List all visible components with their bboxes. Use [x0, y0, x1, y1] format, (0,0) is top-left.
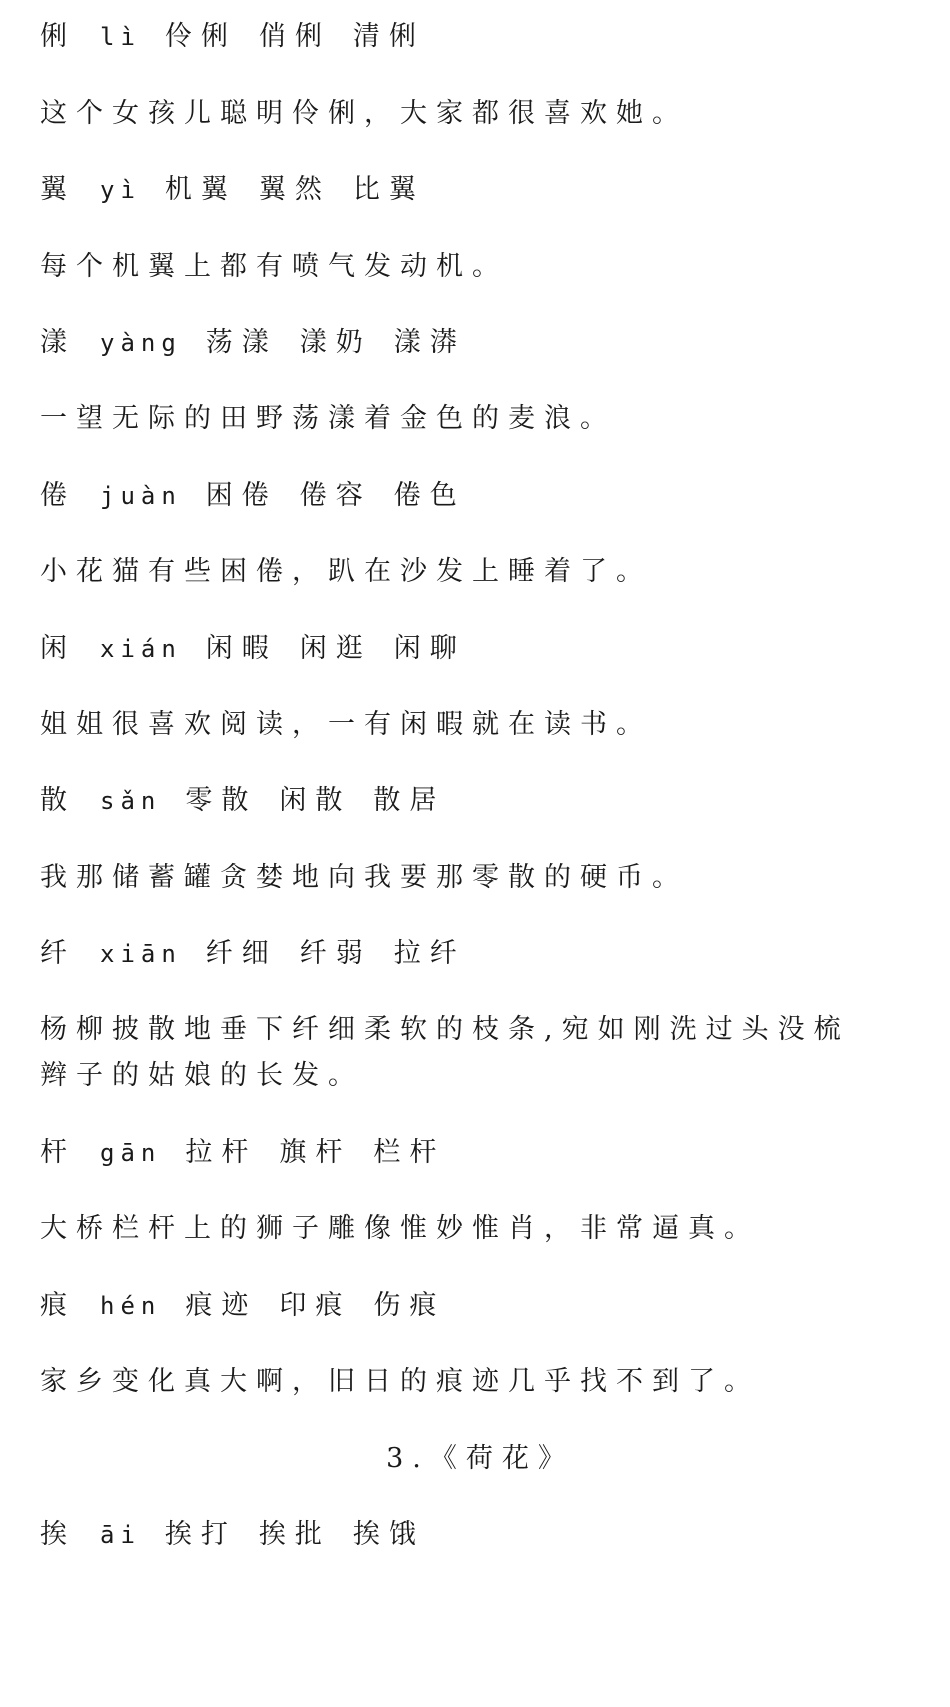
vocab-word: 伶俐 [164, 21, 237, 52]
vocab-word: 痕迹 [185, 1290, 258, 1321]
vocab-word: 伤痕 [373, 1290, 446, 1321]
vocab-word: 倦容 [299, 480, 372, 511]
vocab-pinyin: yàng [100, 329, 182, 357]
vocab-word: 闲暇 [205, 633, 278, 664]
vocab-entry [40, 1512, 447, 1558]
vocab-pinyin: xiān [100, 940, 182, 968]
vocab-pinyin: xián [100, 635, 182, 663]
example-sentence: 家乡变化真大啊，旧日的痕迹几乎找不到了。 [40, 1366, 760, 1397]
vocab-word: 挨批 [258, 1519, 331, 1550]
vocab-word: 散居 [373, 785, 446, 816]
vocab-pinyin: hén [100, 1292, 162, 1320]
vocab-word: 闲逛 [299, 633, 372, 664]
vocab-word: 旗杆 [279, 1137, 352, 1168]
vocab-char: 翼 [40, 174, 76, 205]
vocab-entry [40, 626, 488, 672]
example-sentence: 我那储蓄罐贪婪地向我要那零散的硬币。 [40, 862, 688, 893]
section-heading: 3.《荷花》 [386, 1443, 574, 1474]
vocab-entry [40, 14, 447, 60]
vocab-entry [40, 1130, 467, 1176]
vocab-pinyin: lì [100, 23, 141, 51]
example-sentence: 每个机翼上都有喷气发动机。 [40, 251, 508, 282]
vocab-char: 漾 [40, 327, 76, 358]
vocab-word: 翼然 [258, 174, 331, 205]
vocab-char: 俐 [40, 21, 76, 52]
vocab-char: 纤 [40, 938, 76, 969]
vocab-word: 拉杆 [185, 1137, 258, 1168]
vocab-pinyin: gān [100, 1139, 162, 1167]
vocab-word: 倦色 [393, 480, 466, 511]
vocab-word: 漾奶 [299, 327, 372, 358]
example-sentence: 姐姐很喜欢阅读，一有闲暇就在读书。 [40, 709, 652, 740]
vocab-word: 挨打 [164, 1519, 237, 1550]
vocab-char: 散 [40, 785, 76, 816]
vocab-word: 困倦 [205, 480, 278, 511]
vocab-word: 栏杆 [373, 1137, 446, 1168]
vocab-entry [40, 778, 467, 824]
vocab-word: 比翼 [352, 174, 425, 205]
vocab-word: 荡漾 [205, 327, 278, 358]
vocab-word: 纤弱 [299, 938, 372, 969]
vocab-pinyin: yì [100, 176, 141, 204]
vocab-word: 漾漭 [393, 327, 466, 358]
vocab-pinyin: sǎn [100, 787, 162, 815]
vocab-char: 挨 [40, 1519, 76, 1550]
vocab-word: 闲聊 [393, 633, 466, 664]
example-sentence: 大桥栏杆上的狮子雕像惟妙惟肖，非常逼真。 [40, 1213, 760, 1244]
vocab-char: 闲 [40, 633, 76, 664]
vocab-entry [40, 473, 488, 519]
vocab-word: 挨饿 [352, 1519, 425, 1550]
vocab-word: 闲散 [279, 785, 352, 816]
vocab-word: 印痕 [279, 1290, 352, 1321]
vocab-pinyin: juàn [100, 482, 182, 510]
vocab-entry [40, 931, 488, 977]
vocab-word: 拉纤 [393, 938, 466, 969]
vocab-entry [40, 1283, 467, 1329]
vocab-char: 倦 [40, 480, 76, 511]
vocab-word: 清俐 [352, 21, 425, 52]
vocab-entry [40, 167, 447, 213]
vocab-word: 零散 [185, 785, 258, 816]
example-sentence: 一望无际的田野荡漾着金色的麦浪。 [40, 403, 616, 434]
example-sentence: 杨柳披散地垂下纤细柔软的枝条,宛如刚洗过头没梳辫子的姑娘的长发。 [40, 1014, 850, 1091]
vocab-char: 痕 [40, 1290, 76, 1321]
vocab-word: 机翼 [164, 174, 237, 205]
vocab-char: 杆 [40, 1137, 76, 1168]
example-sentence: 这个女孩儿聪明伶俐，大家都很喜欢她。 [40, 98, 688, 129]
vocab-pinyin: āi [100, 1521, 141, 1549]
example-sentence: 小花猫有些困倦，趴在沙发上睡着了。 [40, 556, 652, 587]
vocab-word: 俏俐 [258, 21, 331, 52]
vocab-word: 纤细 [205, 938, 278, 969]
vocab-entry [40, 320, 488, 366]
